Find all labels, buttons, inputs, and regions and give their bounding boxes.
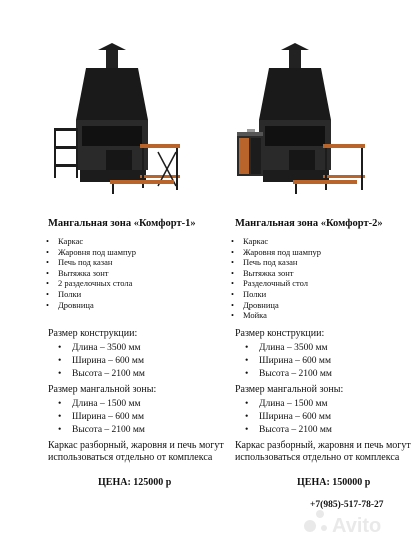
list-item: • Высота – 2100 мм	[259, 368, 332, 381]
list-item: • Длина – 1500 мм	[72, 398, 145, 411]
feature-list	[58, 236, 136, 310]
list-item: • Высота – 2100 мм	[72, 368, 145, 381]
list-item: • Длина – 3500 мм	[259, 342, 332, 355]
grill-size-list	[72, 398, 145, 438]
list-item: • Полки	[243, 289, 321, 300]
construction-size-heading: Размер конструкции:	[235, 328, 325, 339]
product-card-komfort-2	[207, 0, 414, 540]
price-label: ЦЕНА: 150000 р	[297, 477, 371, 488]
construction-size-list	[72, 342, 145, 382]
list-item: • Ширина – 600 мм	[259, 411, 332, 424]
product-title: Мангальная зона «Комфорт-2»	[235, 218, 383, 229]
list-item: • 2 разделочных стола	[58, 278, 136, 289]
grill-zone-illustration	[207, 40, 414, 210]
grill-zone-illustration	[0, 40, 207, 210]
list-item: • Печь под казан	[243, 257, 321, 268]
list-item: • Каркас	[243, 236, 321, 247]
product-title: Мангальная зона «Комфорт-1»	[48, 218, 196, 229]
watermark-text: Avito	[332, 515, 382, 536]
assembly-note: Каркас разборный, жаровня и печь могут использоваться отдельно от комплекса	[235, 440, 411, 464]
list-item: • Дровница	[243, 300, 321, 311]
list-item: • Ширина – 600 мм	[72, 411, 145, 424]
list-item: • Печь под казан	[58, 257, 136, 268]
list-item: • Каркас	[58, 236, 136, 247]
construction-size-heading: Размер конструкции:	[48, 328, 138, 339]
assembly-note: Каркас разборный, жаровня и печь могут использоваться отдельно от комплекса	[48, 440, 224, 464]
list-item: • Разделочный стол	[243, 278, 321, 289]
list-item: • Высота – 2100 мм	[259, 424, 332, 437]
grill-size-heading: Размер мангальной зоны:	[48, 384, 157, 395]
list-item: • Жаровня под шампур	[243, 247, 321, 258]
list-item: • Полки	[58, 289, 136, 300]
list-item: • Длина – 3500 мм	[72, 342, 145, 355]
construction-size-list	[259, 342, 332, 382]
list-item: • Дровница	[58, 300, 136, 311]
list-item: • Жаровня под шампур	[58, 247, 136, 258]
list-item: • Ширина – 600 мм	[72, 355, 145, 368]
list-item: • Ширина – 600 мм	[259, 355, 332, 368]
list-item: • Вытяжка зонт	[58, 268, 136, 279]
grill-size-heading: Размер мангальной зоны:	[235, 384, 344, 395]
grill-size-list	[259, 398, 332, 438]
feature-list	[243, 236, 321, 321]
list-item: • Высота – 2100 мм	[72, 424, 145, 437]
list-item: • Вытяжка зонт	[243, 268, 321, 279]
list-item: • Длина – 1500 мм	[259, 398, 332, 411]
contact-phone: +7(985)-517-78-27	[310, 500, 384, 510]
list-item: • Мойка	[243, 310, 321, 321]
price-label: ЦЕНА: 125000 р	[98, 477, 172, 488]
